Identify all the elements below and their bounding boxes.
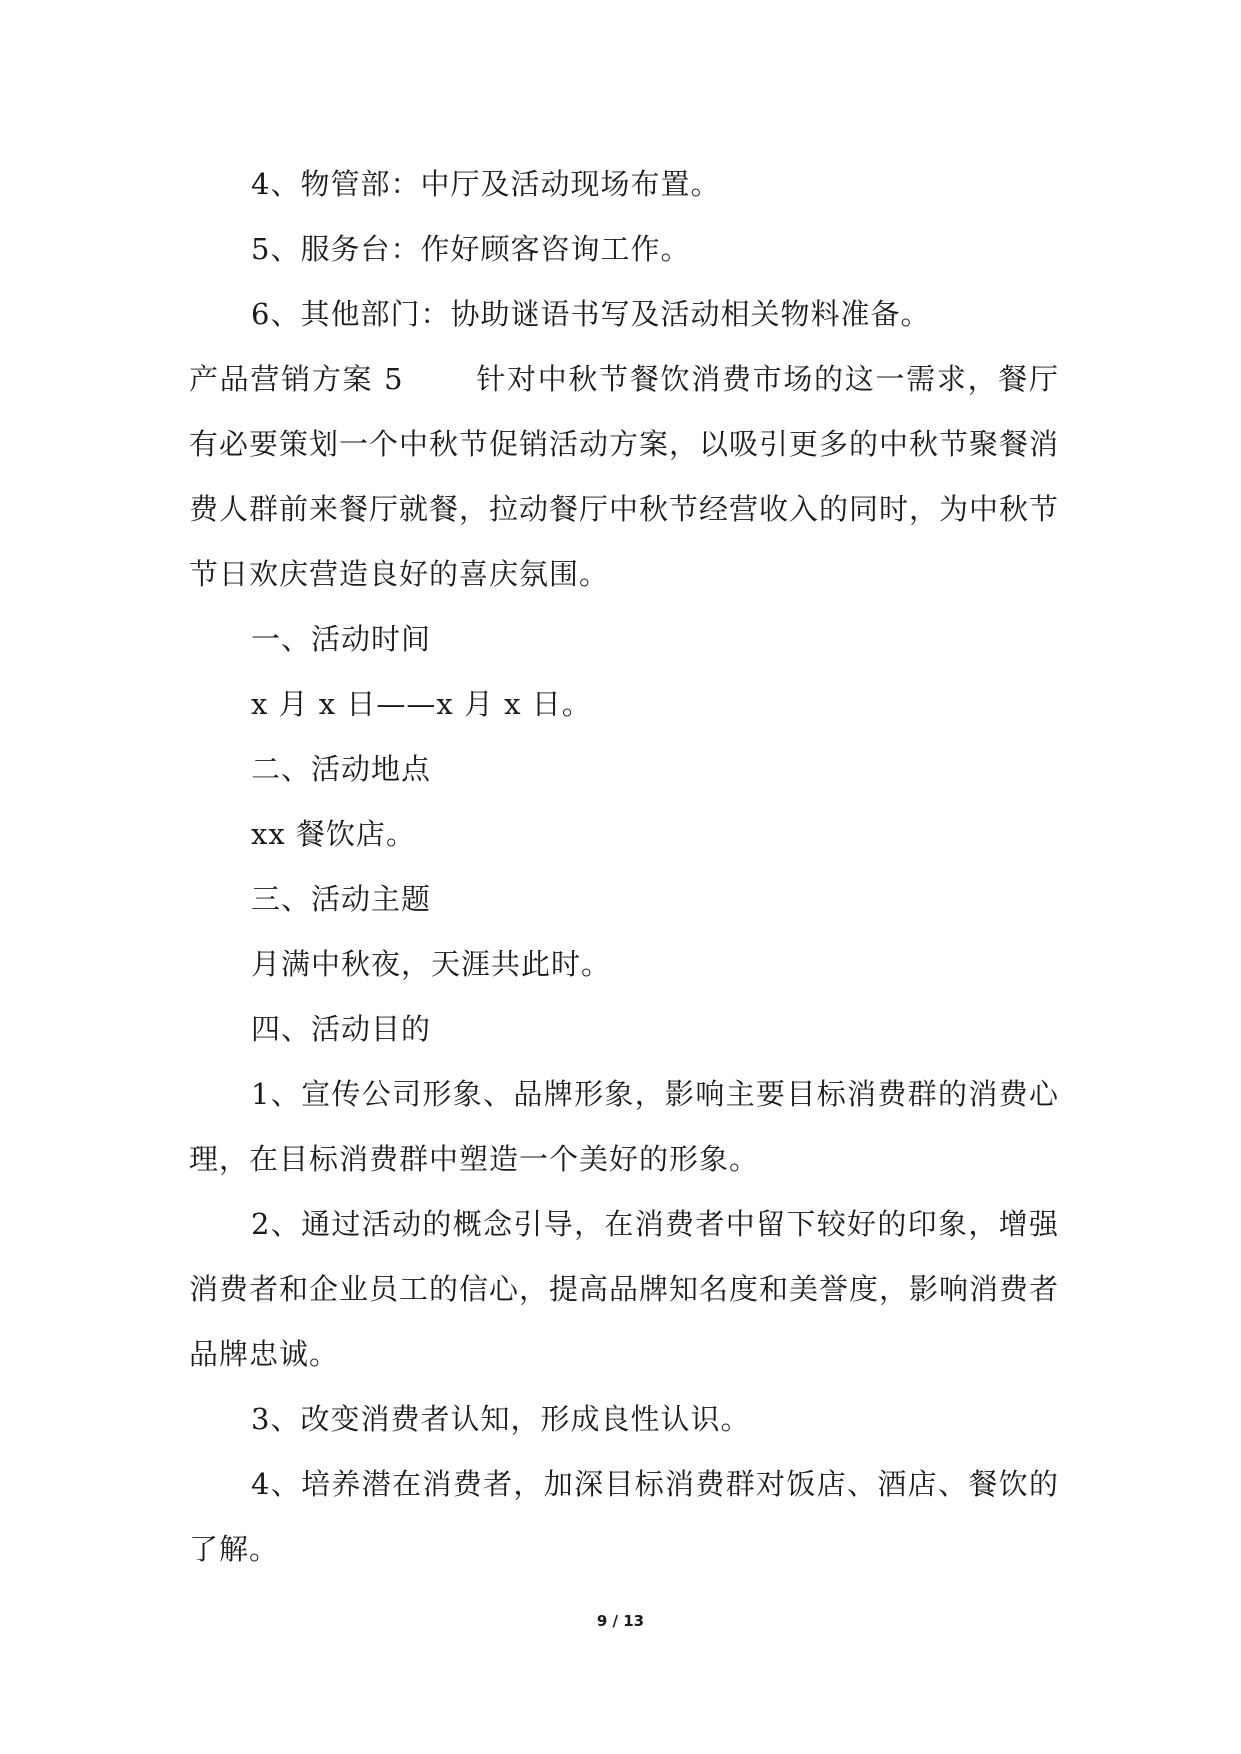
paragraph-activity-theme: 月满中秋夜，天涯共此时。 [251,947,612,981]
document-body [189,152,1059,1582]
heading-activity-theme: 三、活动主题 [251,882,432,916]
paragraph-activity-time: x 月 x 日——x 月 x 日。 [251,687,592,721]
paragraph-activity-location: xx 餐饮店。 [251,817,416,851]
heading-activity-location: 二、活动地点 [251,752,432,786]
paragraph-other-depts: 6、其他部门：协助谜语书写及活动相关物料准备。 [251,297,931,331]
plan-intro-text: 针对中秋节餐饮消费市场的这一需求，餐厅有必要策划一个中秋节促销活动方案，以吸引更多的中秋节聚餐消费人群前来餐厅就餐，拉动餐厅中秋节经营收入的同时，为中秋节节日欢庆营造良好的喜庆氛围。 [189,362,1060,591]
paragraph-purpose-2: 2、通过活动的概念引导，在消费者中留下较好的印象，增强消费者和企业员工的信心，提高品牌知名度和美誉度，影响消费者品牌忠诚。 [189,1207,1060,1371]
page-number: 9 / 13 [596,1612,645,1630]
heading-activity-purpose: 四、活动目的 [251,1012,432,1046]
paragraph-purpose-4: 4、培养潜在消费者，加深目标消费群对饭店、酒店、餐饮的了解。 [189,1467,1059,1566]
plan-title: 产品营销方案 5 [189,362,404,396]
paragraph-plan-intro [189,347,1059,607]
heading-activity-time: 一、活动时间 [251,622,432,656]
paragraph-purpose-1: 1、宣传公司形象、品牌形象，影响主要目标消费群的消费心理，在目标消费群中塑造一个美好的形象。 [189,1077,1059,1176]
paragraph-property-dept: 4、物管部：中厅及活动现场布置。 [251,167,721,201]
paragraph-service-desk: 5、服务台：作好顾客咨询工作。 [251,232,691,266]
paragraph-purpose-3: 3、改变消费者认知，形成良性认识。 [251,1402,751,1436]
